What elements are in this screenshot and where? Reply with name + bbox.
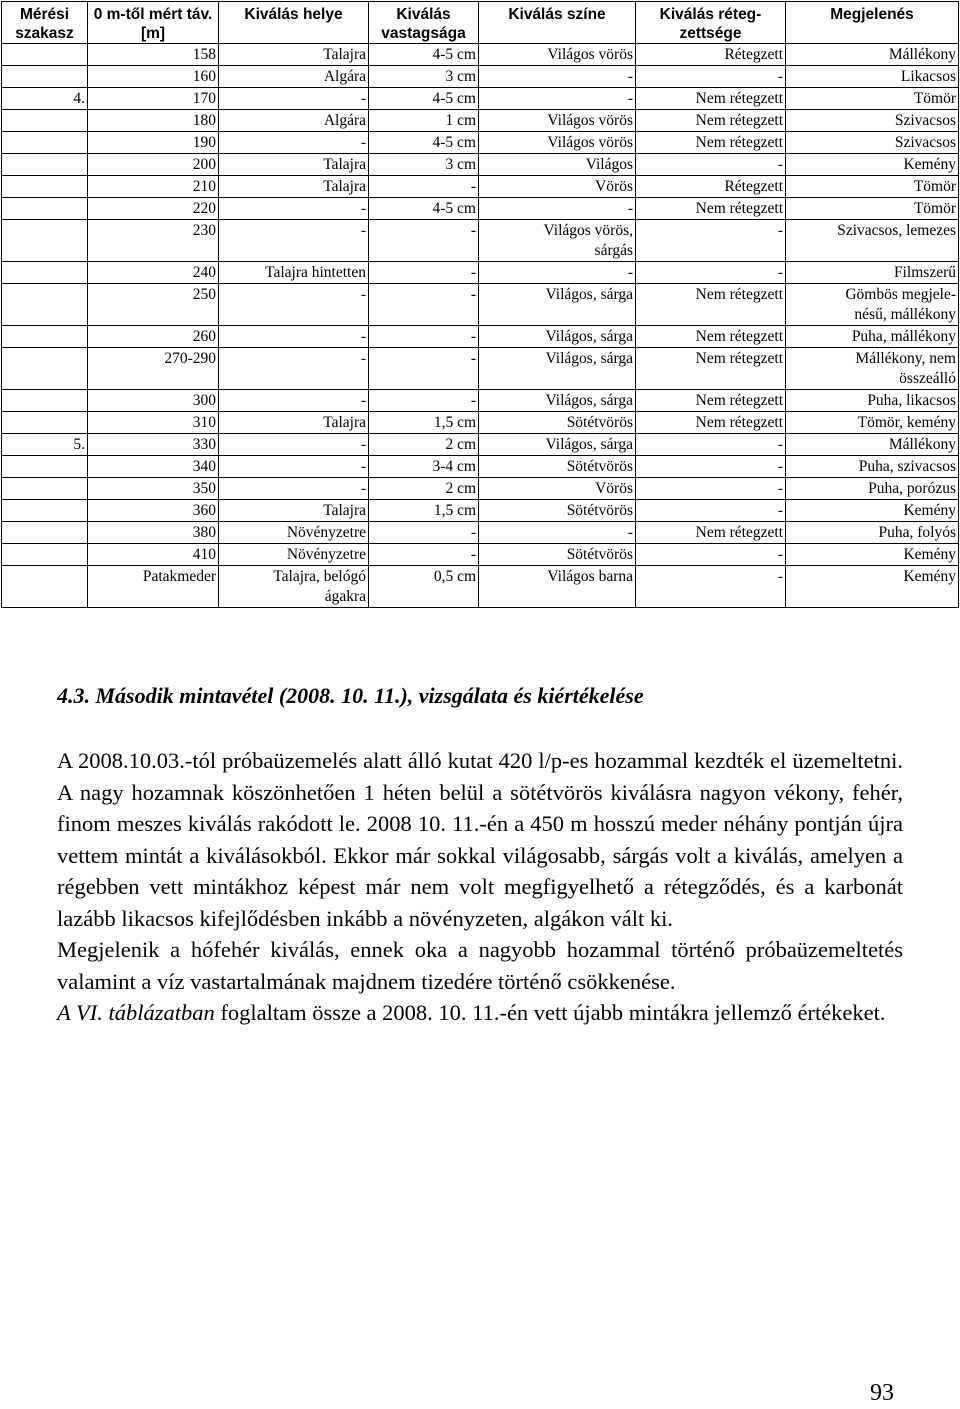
table-header-row (2, 2, 959, 44)
table-cell-szin: - (479, 88, 636, 110)
table-cell-retegzettseg: - (636, 478, 786, 500)
table-cell-szakasz (2, 500, 88, 522)
table-cell-szin: Világos vörös, sárgás (479, 220, 636, 262)
table-row (2, 500, 959, 522)
table-cell-hely: - (219, 88, 369, 110)
table-cell-vastagsag: 0,5 cm (369, 566, 479, 608)
table-cell-retegzettseg: - (636, 154, 786, 176)
table-cell-tav: Patakmeder (88, 566, 219, 608)
table-cell-vastagsag: 3 cm (369, 154, 479, 176)
table-cell-hely: - (219, 220, 369, 262)
table-row (2, 262, 959, 284)
table-cell-tav: 260 (88, 326, 219, 348)
table-cell-retegzettseg: Nem rétegzett (636, 88, 786, 110)
table-cell-szin: Világos, sárga (479, 284, 636, 326)
table-cell-vastagsag: - (369, 176, 479, 198)
table-cell-tav: 300 (88, 390, 219, 412)
table-cell-megjelenes: Kemény (786, 566, 959, 608)
table-cell-szakasz (2, 284, 88, 326)
table-cell-megjelenes: Gömbös megjele- nésű, mállékony (786, 284, 959, 326)
table-cell-vastagsag: - (369, 262, 479, 284)
table-cell-szin: - (479, 522, 636, 544)
table-cell-tav: 190 (88, 132, 219, 154)
section-heading: 4.3. Második mintavétel (2008. 10. 11.), vizsgálata és kiértékelése (57, 683, 644, 708)
table-cell-vastagsag: 4-5 cm (369, 198, 479, 220)
precipitate-table (1, 1, 959, 608)
table-cell-szakasz: 5. (2, 434, 88, 456)
table-cell-hely: - (219, 456, 369, 478)
table-cell-megjelenes: Mállékony, nem összeálló (786, 348, 959, 390)
table-cell-hely: - (219, 434, 369, 456)
table-row (2, 44, 959, 66)
table-cell-tav: 230 (88, 220, 219, 262)
table-cell-retegzettseg: - (636, 262, 786, 284)
table-cell-retegzettseg: Nem rétegzett (636, 284, 786, 326)
paragraph: Megjelenik a hófehér kiválás, ennek oka a nagyobb hozammal történő próbaüzemeltetés valamint a víz vastartalmának majdnem tizedére történő csökkenése. (57, 937, 903, 994)
table-cell-szakasz (2, 326, 88, 348)
table-cell-vastagsag: - (369, 522, 479, 544)
page-number: 93 (870, 1380, 894, 1406)
table-cell-hely: - (219, 478, 369, 500)
column-header: Kiválás réteg-zettsége (636, 2, 786, 44)
table-cell-hely: Algára (219, 110, 369, 132)
table-row (2, 198, 959, 220)
table-cell-szin: - (479, 66, 636, 88)
table-cell-hely: - (219, 132, 369, 154)
table-cell-szakasz (2, 132, 88, 154)
table-cell-szin: Vörös (479, 478, 636, 500)
table-row (2, 390, 959, 412)
table-cell-retegzettseg: Rétegzett (636, 176, 786, 198)
table-cell-vastagsag: - (369, 390, 479, 412)
table-cell-tav: 160 (88, 66, 219, 88)
table-cell-vastagsag: 1,5 cm (369, 500, 479, 522)
table-cell-szakasz: 4. (2, 88, 88, 110)
table-cell-szakasz (2, 220, 88, 262)
column-header: Kiválás helye (219, 2, 369, 44)
table-cell-megjelenes: Tömör (786, 176, 959, 198)
table-cell-szakasz (2, 44, 88, 66)
table-cell-vastagsag: - (369, 284, 479, 326)
column-header: Mérési szakasz (2, 2, 88, 44)
table-cell-szakasz (2, 348, 88, 390)
table-cell-vastagsag: 3-4 cm (369, 456, 479, 478)
table-cell-tav: 200 (88, 154, 219, 176)
table-cell-tav: 158 (88, 44, 219, 66)
table-cell-szakasz (2, 478, 88, 500)
table-cell-hely: Algára (219, 66, 369, 88)
table-cell-szakasz (2, 522, 88, 544)
table-row (2, 154, 959, 176)
table-cell-vastagsag: 4-5 cm (369, 44, 479, 66)
table-cell-szakasz (2, 176, 88, 198)
table-cell-retegzettseg: - (636, 434, 786, 456)
table-cell-szin: - (479, 198, 636, 220)
table-cell-retegzettseg: - (636, 544, 786, 566)
table-cell-vastagsag: - (369, 220, 479, 262)
table-cell-tav: 270-290 (88, 348, 219, 390)
table-cell-megjelenes: Likacsos (786, 66, 959, 88)
table-cell-vastagsag: - (369, 348, 479, 390)
table-cell-szakasz (2, 412, 88, 434)
table-cell-hely: Talajra, belógó ágakra (219, 566, 369, 608)
table-row (2, 132, 959, 154)
table-cell-vastagsag: 3 cm (369, 66, 479, 88)
table-body (2, 44, 959, 608)
table-cell-tav: 240 (88, 262, 219, 284)
table-cell-vastagsag: - (369, 326, 479, 348)
table-cell-szin: Sötétvörös (479, 544, 636, 566)
column-header: Kiválás színe (479, 2, 636, 44)
table-cell-hely: Talajra hintetten (219, 262, 369, 284)
column-header: 0 m-től mért táv. [m] (88, 2, 219, 44)
table-cell-vastagsag: 2 cm (369, 434, 479, 456)
table-cell-szin: Világos vörös (479, 110, 636, 132)
table-cell-retegzettseg: Nem rétegzett (636, 390, 786, 412)
table-cell-megjelenes: Tömör (786, 88, 959, 110)
table-cell-tav: 250 (88, 284, 219, 326)
table-row (2, 456, 959, 478)
table-cell-retegzettseg: - (636, 500, 786, 522)
column-header: Kiválás vastagsága (369, 2, 479, 44)
table-cell-vastagsag: - (369, 544, 479, 566)
table-cell-szakasz (2, 154, 88, 176)
table-row (2, 544, 959, 566)
table-cell-megjelenes: Tömör, kemény (786, 412, 959, 434)
table-cell-tav: 340 (88, 456, 219, 478)
table-row (2, 412, 959, 434)
table-cell-szakasz (2, 198, 88, 220)
table-row (2, 284, 959, 326)
table-cell-tav: 350 (88, 478, 219, 500)
table-cell-tav: 380 (88, 522, 219, 544)
table-cell-megjelenes: Filmszerű (786, 262, 959, 284)
table-cell-megjelenes: Szivacsos (786, 110, 959, 132)
paragraph-table-reference: A VI. táblázatban foglaltam össze a 2008. 10. 11.-én vett újabb mintákra jellemző értékeket. (57, 1000, 886, 1025)
table-cell-szin: Világos barna (479, 566, 636, 608)
table-reference: A VI. táblázatban (57, 1000, 215, 1025)
table-row (2, 478, 959, 500)
table-row (2, 434, 959, 456)
column-header: Megjelenés (786, 2, 959, 44)
table-cell-megjelenes: Puha, porózus (786, 478, 959, 500)
table-cell-megjelenes: Mállékony (786, 434, 959, 456)
table-cell-vastagsag: 4-5 cm (369, 88, 479, 110)
table-cell-retegzettseg: - (636, 456, 786, 478)
table-row (2, 66, 959, 88)
table-cell-retegzettseg: Nem rétegzett (636, 110, 786, 132)
table-cell-hely: Növényzetre (219, 544, 369, 566)
table-cell-megjelenes: Kemény (786, 500, 959, 522)
table-cell-szin: Világos vörös (479, 44, 636, 66)
table-cell-tav: 360 (88, 500, 219, 522)
table-cell-retegzettseg: Nem rétegzett (636, 522, 786, 544)
table-cell-szakasz (2, 456, 88, 478)
paragraph: A 2008.10.03.-tól próbaüzemelés alatt álló kutat 420 l/p-es hozammal kezdték el üzemeltetni. A nagy hozamnak köszönhetően 1 héten belül a sötétvörös kiválásra nagyon vékony, fehér, finom meszes kiválás rakódott le. 2008 10. 11.-én a 450 m hosszú meder néhány pontján újra vettem mintát a kiválásokból. Ekkor már sokkal világosabb, sárgás volt a kiválás, amelyen a régebben vett mintákhoz képest már nem volt megfigyelhető a rétegződés, és a karbonát lazább likacsos kifejlődésben inkább a növényzeten, algákon vált ki. (57, 748, 903, 931)
table-cell-retegzettseg: Nem rétegzett (636, 412, 786, 434)
table-cell-retegzettseg: - (636, 566, 786, 608)
table-cell-vastagsag: 2 cm (369, 478, 479, 500)
table-cell-hely: - (219, 348, 369, 390)
table-row (2, 220, 959, 262)
table-cell-szin: Vörös (479, 176, 636, 198)
table-cell-szin: Sötétvörös (479, 412, 636, 434)
table-cell-szakasz (2, 110, 88, 132)
table-row (2, 176, 959, 198)
table-cell-hely: Talajra (219, 412, 369, 434)
table-cell-hely: - (219, 284, 369, 326)
body-text (57, 745, 903, 1029)
table-row (2, 326, 959, 348)
table-row (2, 110, 959, 132)
table-cell-hely: - (219, 390, 369, 412)
table-cell-retegzettseg: Nem rétegzett (636, 198, 786, 220)
table-cell-hely: Talajra (219, 44, 369, 66)
table-cell-retegzettseg: Rétegzett (636, 44, 786, 66)
table-cell-szin: Világos, sárga (479, 390, 636, 412)
table-cell-szin: Sötétvörös (479, 500, 636, 522)
table-cell-vastagsag: 4-5 cm (369, 132, 479, 154)
table-cell-retegzettseg: Nem rétegzett (636, 132, 786, 154)
table-cell-retegzettseg: Nem rétegzett (636, 348, 786, 390)
table-cell-szin: Világos vörös (479, 132, 636, 154)
table-cell-tav: 410 (88, 544, 219, 566)
table-cell-tav: 220 (88, 198, 219, 220)
table-cell-szakasz (2, 544, 88, 566)
table-cell-megjelenes: Tömör (786, 198, 959, 220)
table-cell-szin: - (479, 262, 636, 284)
table-cell-szakasz (2, 66, 88, 88)
table-cell-tav: 310 (88, 412, 219, 434)
table-cell-megjelenes: Kemény (786, 154, 959, 176)
table-cell-szin: Világos, sárga (479, 348, 636, 390)
table-row (2, 88, 959, 110)
table-cell-vastagsag: 1 cm (369, 110, 479, 132)
table-cell-megjelenes: Puha, szivacsos (786, 456, 959, 478)
table-cell-hely: Talajra (219, 176, 369, 198)
table-cell-hely: - (219, 198, 369, 220)
table-cell-megjelenes: Mállékony (786, 44, 959, 66)
table-cell-tav: 210 (88, 176, 219, 198)
table-cell-szin: Világos, sárga (479, 434, 636, 456)
table-cell-szin: Világos (479, 154, 636, 176)
table-cell-megjelenes: Szivacsos, lemezes (786, 220, 959, 262)
table-cell-retegzettseg: Nem rétegzett (636, 326, 786, 348)
table-cell-megjelenes: Kemény (786, 544, 959, 566)
table-cell-szakasz (2, 262, 88, 284)
table-row (2, 348, 959, 390)
table-row (2, 566, 959, 608)
table-cell-megjelenes: Puha, folyós (786, 522, 959, 544)
table-cell-hely: Talajra (219, 154, 369, 176)
table-cell-megjelenes: Szivacsos (786, 132, 959, 154)
table-cell-hely: - (219, 326, 369, 348)
table-cell-vastagsag: 1,5 cm (369, 412, 479, 434)
table-cell-szakasz (2, 390, 88, 412)
table-cell-hely: Növényzetre (219, 522, 369, 544)
table-cell-retegzettseg: - (636, 66, 786, 88)
table-cell-tav: 330 (88, 434, 219, 456)
table-cell-retegzettseg: - (636, 220, 786, 262)
table-cell-hely: Talajra (219, 500, 369, 522)
table-cell-szin: Sötétvörös (479, 456, 636, 478)
table-cell-szin: Világos, sárga (479, 326, 636, 348)
table-row (2, 522, 959, 544)
table-cell-tav: 170 (88, 88, 219, 110)
table-cell-szakasz (2, 566, 88, 608)
table-cell-megjelenes: Puha, likacsos (786, 390, 959, 412)
table-cell-tav: 180 (88, 110, 219, 132)
table-cell-megjelenes: Puha, mállékony (786, 326, 959, 348)
